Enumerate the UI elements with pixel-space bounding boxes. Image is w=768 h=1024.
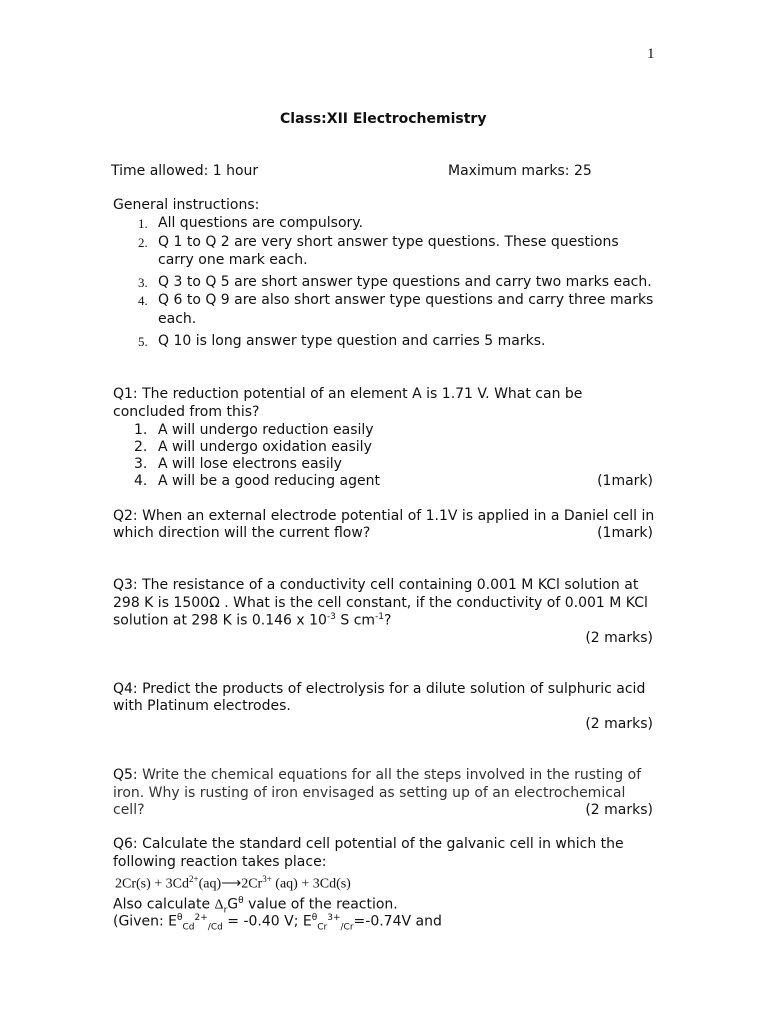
instruction-text: Q 10 is long answer type question and carries 5 marks. <box>158 333 546 349</box>
q3-exponent: -1 <box>375 612 385 622</box>
instruction-text: Q 1 to Q 2 are very short answer type questions. These questions <box>158 234 619 250</box>
q6-text: =-0.74V and <box>353 913 442 930</box>
page-title: Class:XII Electrochemistry <box>280 111 487 127</box>
instruction-number: 5. <box>138 334 148 349</box>
q1-marks: (1mark) <box>597 473 653 489</box>
q5-line-1 <box>113 767 641 783</box>
q5-marks: (2 marks) <box>585 802 653 818</box>
q2-marks: (1mark) <box>597 525 653 541</box>
q3-text: S cm <box>335 612 376 629</box>
equation-text: (aq) + 3Cd(s) <box>271 876 351 892</box>
q6-subscript: /Cd <box>207 922 223 933</box>
q2-line-1: Q2: When an external electrode potential of 1.1V is applied in a Daniel cell in <box>113 508 655 524</box>
q6-line-given <box>113 913 442 932</box>
equation-text: 2Cr(s) + 3Cd <box>115 876 190 892</box>
theta-symbol: θ <box>238 896 244 906</box>
q5-label: Q5: <box>113 767 143 783</box>
q6-text: value of the reaction. <box>243 896 398 913</box>
q6-text: G <box>227 896 239 913</box>
q3-marks: (2 marks) <box>585 630 653 646</box>
option-text: A will lose electrons easily <box>158 456 342 472</box>
instruction-number: 1. <box>138 216 148 231</box>
q6-subscript: /Cr <box>340 922 354 933</box>
equation-text: 2Cr <box>241 876 263 892</box>
q6-superscript: 3+ <box>327 913 341 923</box>
q5-line-2: iron. Why is rusting of iron envisaged as setting up of an electrochemical <box>113 785 626 801</box>
option-text: A will be a good reducing agent <box>158 473 380 489</box>
equation-charge: 2+ <box>189 874 199 884</box>
q6-subscript: Cr <box>317 922 328 933</box>
q6-subscript: Cd <box>182 922 195 933</box>
reaction-arrow-icon: ⟶ <box>221 876 242 892</box>
option-text: A will undergo oxidation easily <box>158 439 372 455</box>
equation-text: (aq) <box>198 876 222 892</box>
q3-line-2: 298 K is 1500Ω . What is the cell constant, if the conductivity of 0.001 M KCl <box>113 595 648 611</box>
q6-text: = -0.40 V; E <box>222 913 312 930</box>
option-text: A will undergo reduction easily <box>158 422 374 438</box>
q4-marks: (2 marks) <box>585 716 653 732</box>
q6-subscript: r <box>223 905 228 916</box>
instructions-heading: General instructions: <box>113 197 260 213</box>
instruction-text: Q 6 to Q 9 are also short answer type questions and carry three marks <box>158 292 654 308</box>
option-number: 1. <box>134 422 148 438</box>
q4-line-2: with Platinum electrodes. <box>113 698 291 714</box>
instruction-text: Q 3 to Q 5 are short answer type questions and carry two marks each. <box>158 274 652 290</box>
option-number: 4. <box>134 473 148 489</box>
instruction-number: 4. <box>138 293 148 308</box>
q5-line-3: cell? <box>113 802 145 818</box>
q6-line-2: following reaction takes place: <box>113 854 327 870</box>
option-number: 2. <box>134 439 148 455</box>
q6-text: (Given: E <box>113 913 177 930</box>
q6-text: Also calculate <box>113 896 215 913</box>
time-allowed: Time allowed: 1 hour <box>111 163 259 179</box>
q3-text: solution at 298 K is 0.146 x 10 <box>113 612 327 629</box>
q3-exponent: -3 <box>326 612 336 622</box>
instruction-text: carry one mark each. <box>158 252 308 268</box>
q2-line-2: which direction will the current flow? <box>113 525 371 541</box>
theta-symbol: θ <box>311 913 318 923</box>
q3-text: ? <box>384 612 392 629</box>
instruction-text: All questions are compulsory. <box>158 215 364 231</box>
q1-line-2: concluded from this? <box>113 404 260 420</box>
equation-charge: 3+ <box>262 874 272 884</box>
delta-symbol: Δ <box>214 897 224 913</box>
maximum-marks: Maximum marks: 25 <box>448 163 592 179</box>
q6-superscript: 2+ <box>194 913 208 923</box>
q1-line-1: Q1: The reduction potential of an element A is 1.71 V. What can be <box>113 386 583 402</box>
instruction-text: each. <box>158 311 197 327</box>
option-number: 3. <box>134 456 148 472</box>
q5-text: Write the chemical equations for all the steps involved in the rusting of <box>142 767 642 783</box>
q6-equation <box>115 874 351 893</box>
page-number: 1 <box>647 46 655 62</box>
q4-line-1: Q4: Predict the products of electrolysis for a dilute solution of sulphuric acid <box>113 681 646 697</box>
instruction-number: 3. <box>138 275 148 290</box>
q3-line-3 <box>113 612 391 629</box>
theta-symbol: θ <box>176 913 183 923</box>
instruction-number: 2. <box>138 235 148 250</box>
q6-line-1: Q6: Calculate the standard cell potential of the galvanic cell in which the <box>113 836 624 852</box>
q3-line-1: Q3: The resistance of a conductivity cell containing 0.001 M KCl solution at <box>113 577 639 593</box>
